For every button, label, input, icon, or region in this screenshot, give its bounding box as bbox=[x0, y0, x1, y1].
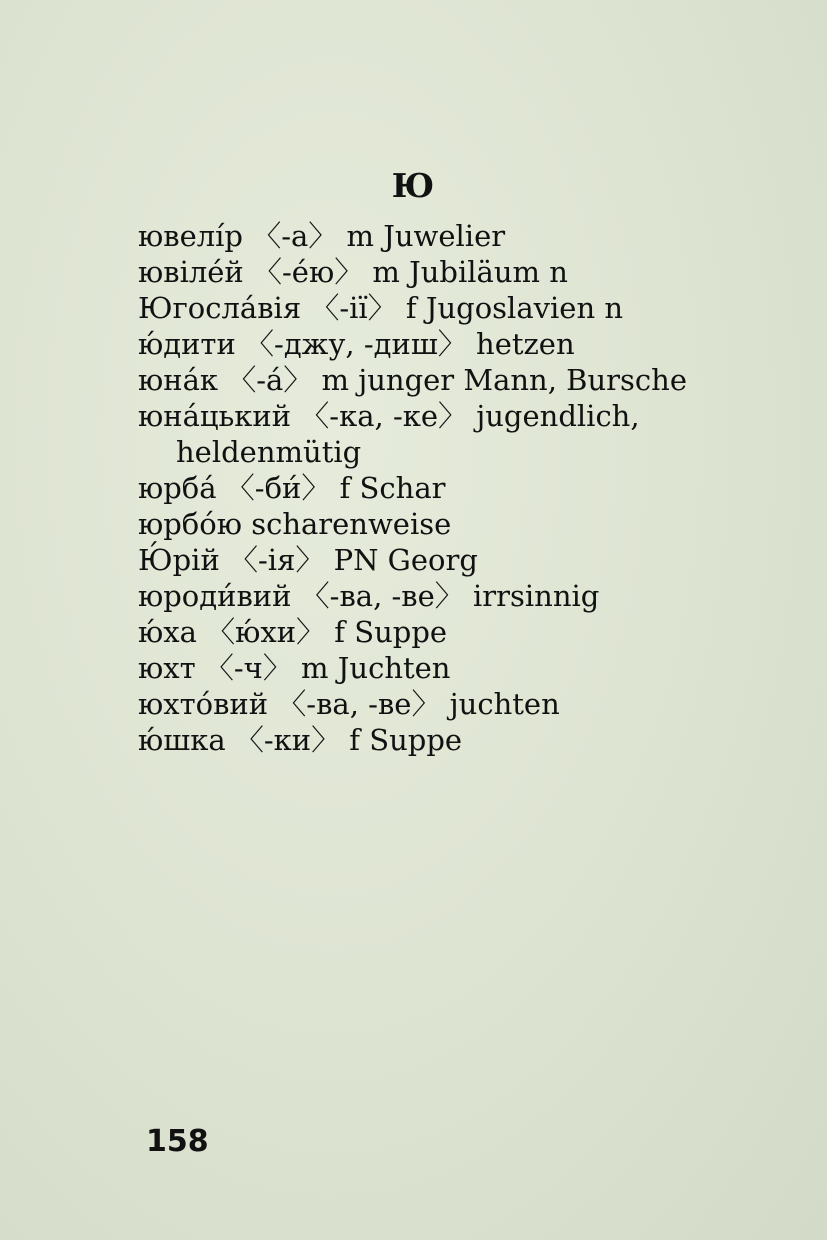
dictionary-entry: юрба́ 〈-би́〉 f Schar bbox=[138, 471, 446, 505]
dictionary-entry: ювіле́й 〈-е́ю〉 m Jubiläum n bbox=[138, 255, 568, 289]
dictionary-entry: ю́шка 〈-ки〉 f Suppe bbox=[138, 723, 463, 757]
dictionary-entry: Югосла́вія 〈-ії〉 f Jugoslavien n bbox=[138, 291, 624, 325]
dictionary-entry: юхт 〈-ч〉 m Juchten bbox=[138, 651, 451, 685]
dictionary-entry: ю́дити 〈-джу, -диш〉 hetzen bbox=[138, 327, 575, 361]
dictionary-entry: ювелі́р 〈-а〉 m Juwelier bbox=[138, 219, 506, 253]
section-letter-heading: Ю bbox=[391, 166, 436, 205]
dictionary-entry: юна́к 〈-а́〉 m junger Mann, Bursche bbox=[138, 363, 687, 397]
dictionary-entries bbox=[138, 218, 778, 758]
dictionary-entry: Ю́рій 〈-ія〉 PN Georg bbox=[138, 543, 478, 577]
entry-continuation-line: heldenmütig bbox=[176, 435, 362, 469]
dictionary-entry bbox=[138, 398, 778, 470]
dictionary-entry: юроди́вий 〈-ва, -ве〉 irrsinnig bbox=[138, 579, 600, 613]
entry-first-line: юна́цький 〈-ка, -ке〉 jugendlich, bbox=[138, 399, 640, 433]
dictionary-entry: ю́ха 〈ю́хи〉 f Suppe bbox=[138, 615, 448, 649]
dictionary-entry: юхто́вий 〈-ва, -ве〉 juchten bbox=[138, 687, 560, 721]
page-number: 158 bbox=[146, 1124, 209, 1159]
dictionary-entry: юрбо́ю scharenweise bbox=[138, 507, 452, 541]
